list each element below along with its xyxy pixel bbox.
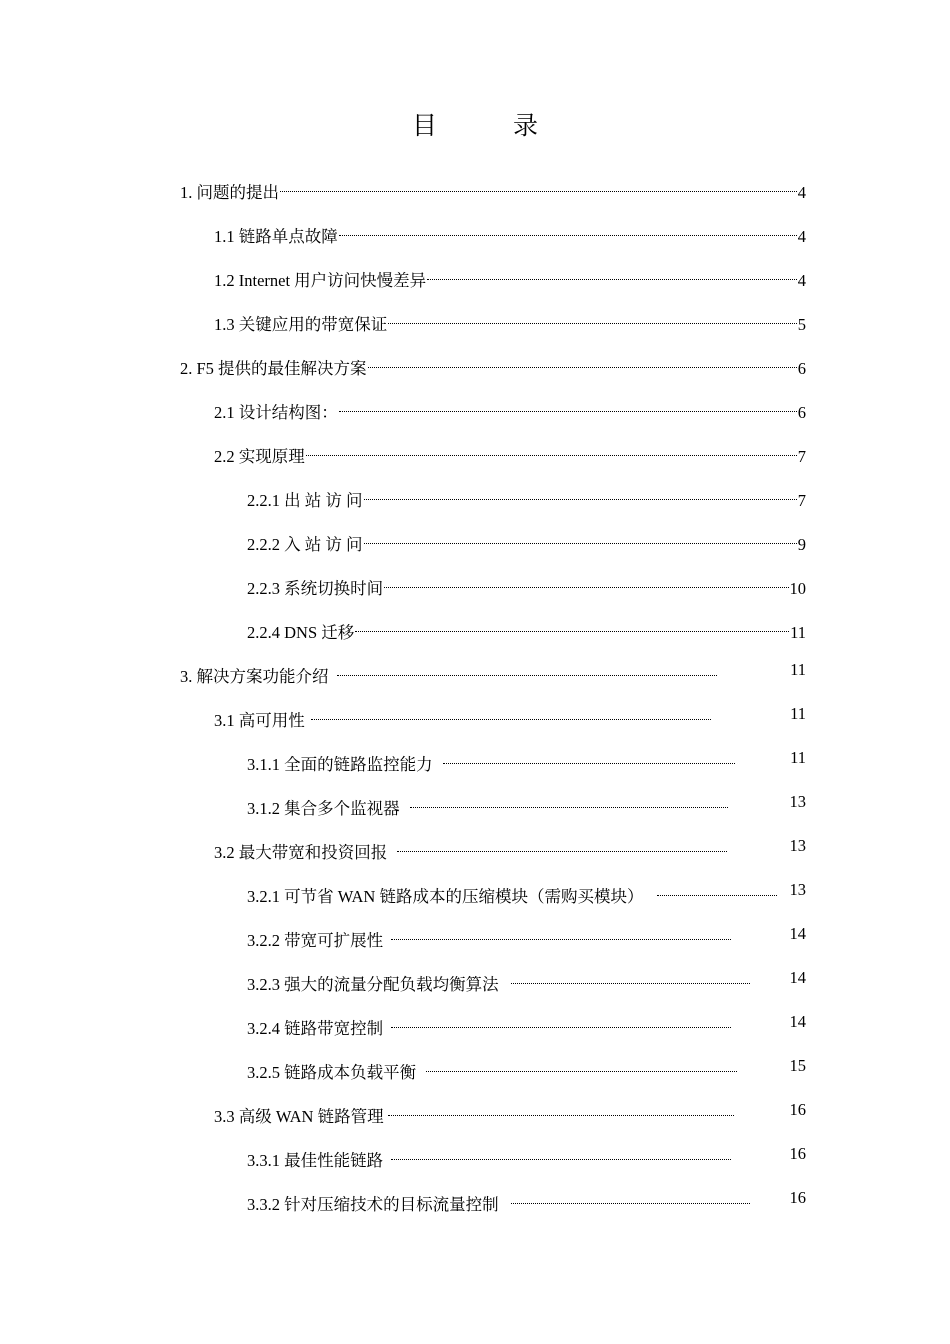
dot-leader <box>368 350 797 374</box>
toc-entry[interactable] <box>180 658 718 686</box>
dot-leader <box>384 570 788 594</box>
dot-leader <box>388 1098 734 1122</box>
toc-entry-label: 2.2.3 系统切换时间 <box>247 579 384 598</box>
toc-entry-page: 13 <box>789 836 806 855</box>
toc-entry-page: 11 <box>790 660 806 679</box>
toc-entry-page: 13 <box>789 792 806 811</box>
dot-leader <box>391 1142 731 1166</box>
dot-leader <box>427 262 797 286</box>
toc-entry[interactable] <box>247 746 736 774</box>
toc-entry-label: 3.2.5 链路成本负载平衡 <box>247 1063 417 1082</box>
dot-leader <box>311 702 711 726</box>
toc-entry[interactable] <box>247 922 732 950</box>
toc-entry-page: 4 <box>797 183 806 202</box>
dot-leader <box>339 394 797 418</box>
toc-entry-page: 14 <box>789 968 806 987</box>
toc-entry[interactable] <box>247 614 806 642</box>
toc-entry[interactable] <box>247 1142 732 1170</box>
toc-entry-label: 3.2.3 强大的流量分配负载均衡算法 <box>247 975 499 994</box>
dot-leader <box>337 658 718 682</box>
dot-leader <box>511 1186 750 1210</box>
toc-entry-label: 3.2.4 链路带宽控制 <box>247 1019 384 1038</box>
dot-leader <box>511 966 750 990</box>
title-char-1: 目 <box>411 113 437 140</box>
dot-leader <box>391 1010 731 1034</box>
toc-entry-label: 3.3.2 针对压缩技术的目标流量控制 <box>247 1195 499 1214</box>
dot-leader <box>364 482 797 506</box>
toc-entry-label: 3.1.2 集合多个监视器 <box>247 799 400 818</box>
dot-leader <box>657 878 777 902</box>
toc-entry[interactable] <box>247 482 806 510</box>
toc-entry-label: 1.3 关键应用的带宽保证 <box>214 315 388 334</box>
toc-entry[interactable] <box>247 878 778 906</box>
dot-leader <box>391 922 731 946</box>
toc-entry-page: 13 <box>789 880 806 899</box>
dot-leader <box>426 1054 737 1078</box>
dot-leader <box>443 746 735 770</box>
dot-leader <box>388 306 797 330</box>
toc-entry[interactable] <box>214 218 806 246</box>
toc-entry[interactable] <box>247 1054 738 1082</box>
toc-entry-page: 10 <box>789 579 806 598</box>
toc-entry-label: 3. 解决方案功能介绍 <box>180 667 329 686</box>
toc-entry[interactable] <box>214 1098 735 1126</box>
toc-entry-label: 3.3.1 最佳性能链路 <box>247 1151 384 1170</box>
toc-entry[interactable] <box>247 526 806 554</box>
toc-entry-label: 3.3 高级 WAN 链路管理 <box>214 1107 384 1126</box>
toc-entry-label: 3.1.1 全面的链路监控能力 <box>247 755 433 774</box>
toc-entry-page: 6 <box>797 359 806 378</box>
toc-entry-page: 15 <box>789 1056 806 1075</box>
toc-entry[interactable] <box>247 790 729 818</box>
dot-leader <box>280 174 797 198</box>
toc-entry[interactable] <box>214 438 806 466</box>
toc-entry-page: 16 <box>789 1144 806 1163</box>
toc-entry-page: 14 <box>789 924 806 943</box>
toc-entry[interactable] <box>214 394 806 422</box>
toc-entry-label: 2.2.1 出 站 访 问 <box>247 491 363 510</box>
dot-leader <box>397 834 727 858</box>
toc-entry-label: 3.2.2 带宽可扩展性 <box>247 931 384 950</box>
toc-entry[interactable] <box>214 834 728 862</box>
toc-entry-label: 1.2 Internet 用户访问快慢差异 <box>214 271 427 290</box>
toc-entry-page: 9 <box>797 535 806 554</box>
toc-entry-label: 3.1 高可用性 <box>214 711 305 730</box>
toc-entry-label: 2.2 实现原理 <box>214 447 305 466</box>
toc-entry-label: 2.1 设计结构图： <box>214 403 338 422</box>
toc-entry-page: 11 <box>790 704 806 723</box>
toc-entry[interactable] <box>247 570 806 598</box>
toc-entry-page: 16 <box>789 1100 806 1119</box>
toc-entry-page: 7 <box>797 491 806 510</box>
dot-leader <box>364 526 797 550</box>
toc-entry-page: 16 <box>789 1188 806 1207</box>
toc-entry[interactable] <box>247 1186 751 1214</box>
dot-leader <box>339 218 797 242</box>
toc-entry-page: 14 <box>789 1012 806 1031</box>
dot-leader <box>306 438 797 462</box>
toc-entry-label: 1. 问题的提出 <box>180 183 279 202</box>
toc-entry-page: 6 <box>797 403 806 422</box>
toc-entry-label: 2.2.4 DNS 迁移 <box>247 623 355 642</box>
toc-entry-label: 3.2.1 可节省 WAN 链路成本的压缩模块（需购买模块） <box>247 887 644 906</box>
toc-entry[interactable] <box>214 306 806 334</box>
toc-entry-label: 1.1 链路单点故障 <box>214 227 338 246</box>
toc-entry-page: 5 <box>797 315 806 334</box>
toc-entry-page: 4 <box>797 227 806 246</box>
toc-entry[interactable] <box>180 174 806 202</box>
toc-entry[interactable] <box>180 350 806 378</box>
toc-entry-label: 2. F5 提供的最佳解决方案 <box>180 359 367 378</box>
toc-entry[interactable] <box>214 702 712 730</box>
toc-entry[interactable] <box>247 1010 732 1038</box>
title-char-2: 录 <box>513 113 539 140</box>
dot-leader <box>355 614 789 638</box>
toc-entry-page: 4 <box>797 271 806 290</box>
toc-entry-page: 7 <box>797 447 806 466</box>
toc-entry-page: 11 <box>790 623 806 642</box>
toc-entry-page: 11 <box>790 748 806 767</box>
toc-entry-label: 2.2.2 入 站 访 问 <box>247 535 363 554</box>
dot-leader <box>410 790 728 814</box>
toc-entry-label: 3.2 最大带宽和投资回报 <box>214 843 388 862</box>
toc-entry[interactable] <box>214 262 806 290</box>
toc-entry[interactable] <box>247 966 751 994</box>
